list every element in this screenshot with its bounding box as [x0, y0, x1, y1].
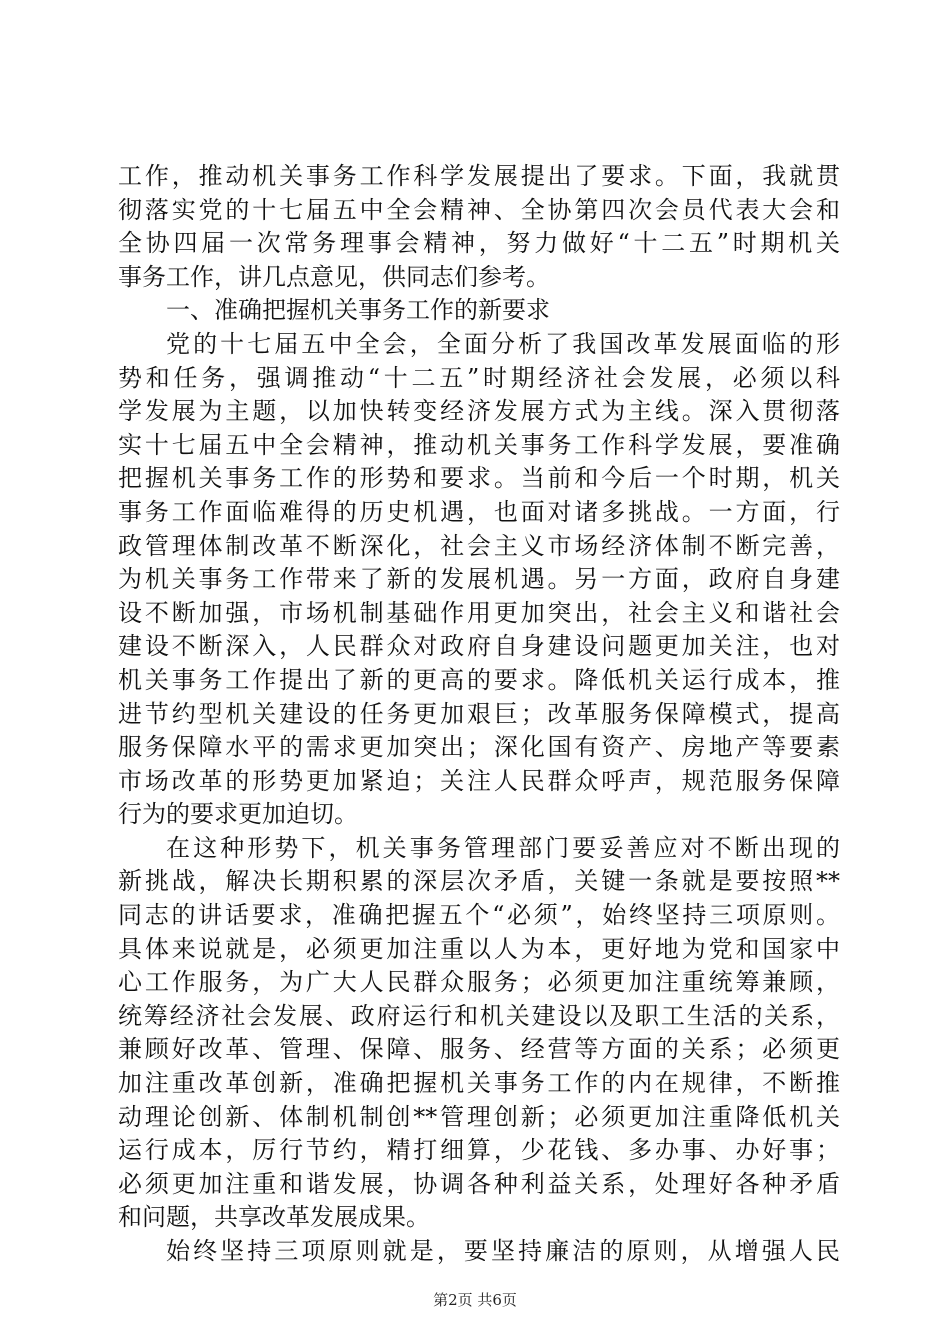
- body-line: 统筹经济社会发展、政府运行和机关建设以及职工生活的关系，: [118, 1001, 840, 1030]
- body-line: 建设不断深入，人民群众对政府自身建设问题更加关注，也对: [118, 632, 840, 661]
- body-line: 行为的要求更加迫切。: [118, 800, 358, 829]
- body-line: 彻落实党的十七届五中全会精神、全协第四次会员代表大会和: [118, 195, 840, 224]
- body-line: 事务工作，讲几点意见，供同志们参考。: [118, 262, 550, 291]
- body-line: 党的十七届五中全会，全面分析了我国改革发展面临的形: [166, 329, 840, 358]
- body-line: 学发展为主题，以加快转变经济发展方式为主线。深入贯彻落: [118, 397, 840, 426]
- body-line: 运行成本，厉行节约，精打细算，少花钱、多办事、办好事；: [118, 1136, 840, 1165]
- body-line: 服务保障水平的需求更加突出；深化国有资产、房地产等要素: [118, 733, 840, 762]
- body-line: 实十七届五中全会精神，推动机关事务工作科学发展，要准确: [118, 430, 840, 459]
- body-line: 始终坚持三项原则就是，要坚持廉洁的原则，从增强人民: [166, 1237, 840, 1265]
- page-number-label: 第2页 共6页: [433, 1291, 517, 1309]
- page-footer: [0, 1290, 950, 1310]
- body-line: 加注重改革创新，准确把握机关事务工作的内在规律，不断推: [118, 1069, 840, 1098]
- body-line: 必须更加注重和谐发展，协调各种利益关系，处理好各种矛盾: [118, 1169, 840, 1198]
- body-line: 全协四届一次常务理事会精神，努力做好“十二五”时期机关: [118, 229, 840, 258]
- body-line: 在这种形势下，机关事务管理部门要妥善应对不断出现的: [166, 833, 840, 862]
- body-line: 新挑战，解决长期积累的深层次矛盾，关键一条就是要按照**: [118, 867, 840, 896]
- body-line: 势和任务，强调推动“十二五”时期经济社会发展，必须以科: [118, 363, 840, 392]
- body-line: 兼顾好改革、管理、保障、服务、经营等方面的关系；必须更: [118, 1035, 840, 1064]
- body-line: 进节约型机关建设的任务更加艰巨；改革服务保障模式，提高: [118, 699, 840, 728]
- body-line: 为机关事务工作带来了新的发展机遇。另一方面，政府自身建: [118, 565, 840, 594]
- body-line: 心工作服务，为广大人民群众服务；必须更加注重统筹兼顾，: [118, 968, 840, 997]
- body-line: 和问题，共享改革发展成果。: [118, 1203, 430, 1232]
- body-line: 把握机关事务工作的形势和要求。当前和今后一个时期，机关: [118, 464, 840, 493]
- body-line: 机关事务工作提出了新的更高的要求。降低机关运行成本，推: [118, 665, 840, 694]
- body-line: 工作，推动机关事务工作科学发展提出了要求。下面，我就贯: [118, 162, 840, 190]
- body-line: 政管理体制改革不断深化，社会主义市场经济体制不断完善，: [118, 531, 840, 560]
- body-line: 动理论创新、体制机制创**管理创新；必须更加注重降低机关: [118, 1102, 840, 1131]
- body-line: 具体来说就是，必须更加注重以人为本，更好地为党和国家中: [118, 934, 840, 963]
- body-line: 同志的讲话要求，准确把握五个“必须”，始终坚持三项原则。: [118, 901, 840, 930]
- body-line: 设不断加强，市场机制基础作用更加突出，社会主义和谐社会: [118, 598, 840, 627]
- body-line: 一、准确把握机关事务工作的新要求: [166, 296, 550, 325]
- body-text: [118, 160, 840, 1269]
- body-line: 事务工作面临难得的历史机遇，也面对诸多挑战。一方面，行: [118, 497, 840, 526]
- body-line: 市场改革的形势更加紧迫；关注人民群众呼声，规范服务保障: [118, 766, 840, 795]
